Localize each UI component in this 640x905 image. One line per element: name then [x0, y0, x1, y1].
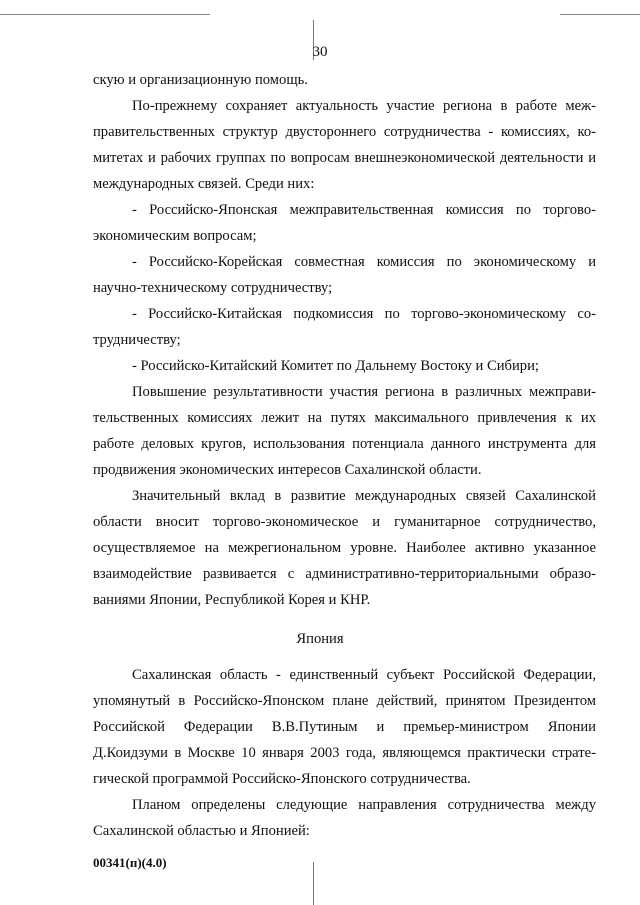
- list-item-china-subcommission: - Российско-Китайская подкомиссия по торгово-экономическому со-трудничеству;: [93, 306, 596, 348]
- paragraph-interregional: Значительный вклад в развитие международных связей Сахалинской области вносит торгово-экономическое и гуманитарное сотрудничество, осуществляемое на межрегиональном уровне. Наиболее активно указанное взаимодействие развивается с административно-территориальными образо-ваниями Японии, Республикой Корея и КНР.: [93, 488, 596, 608]
- fold-line-bottom: [313, 862, 314, 905]
- page-number: 30: [312, 44, 328, 60]
- scan-edge-left: [0, 14, 210, 15]
- paragraph-plan-directions: Планом определены следующие направления сотрудничества между Сахалинской областью и Японией:: [93, 797, 596, 839]
- paragraph-intergovernmental: По-прежнему сохраняет актуальность участие региона в работе меж-правительственных структур двустороннего сотрудничества - комиссиях, ко-митетах и рабочих группах по вопросам внешнеэкономической деятельности и международных связей. Среди них:: [93, 98, 596, 192]
- list-item-china-committee: - Российско-Китайский Комитет по Дальнему Востоку и Сибири;: [132, 358, 539, 374]
- paragraph-effectiveness: Повышение результативности участия региона в различных межправи-тельственных комиссиях лежит на путях максимального привлечения к их работе деловых кругов, использования потенциала данного инструмента для продвижения экономических интересов Сахалинской области.: [93, 384, 596, 478]
- section-heading-japan: Япония: [296, 631, 344, 647]
- scan-edge-right: [560, 14, 640, 15]
- paragraph-sakhalin-japan: Сахалинская область - единственный субъект Российской Федерации, упомянутый в Российско-Японском плане действий, принятом Президентом Российской Федерации В.В.Путиным и премьер-министром Японии Д.Коидзуми в Москве 10 января 2003 года, являющемся практически страте-гической программой Российско-Японского сотрудничества.: [93, 667, 596, 787]
- list-item-japan-commission: - Российско-Японская межправительственная комиссия по торгово-экономическим вопросам;: [93, 202, 596, 244]
- paragraph-continuation: скую и организационную помощь.: [93, 72, 308, 88]
- list-item-korea-commission: - Российско-Корейская совместная комиссия по экономическому и научно-техническому сотрудничеству;: [93, 254, 596, 296]
- document-code: 00341(п)(4.0): [93, 855, 167, 870]
